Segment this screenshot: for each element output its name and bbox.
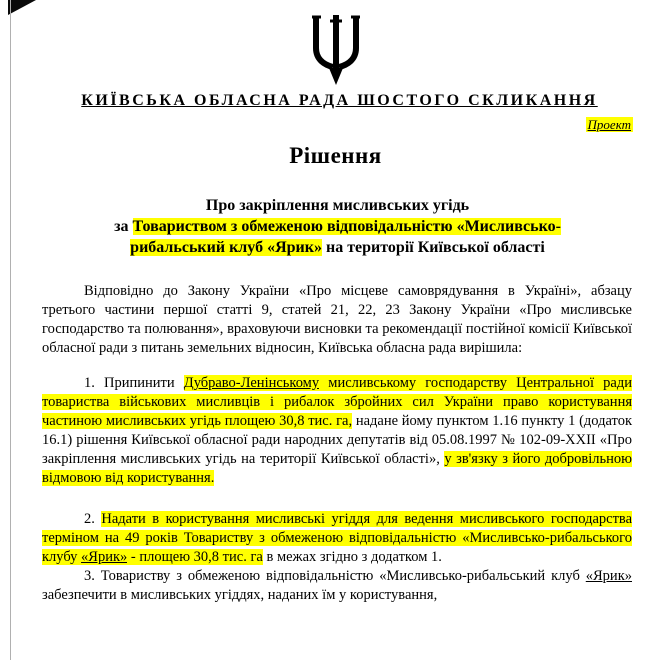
decision-title-line-1 xyxy=(50,195,625,216)
text-segment: 1. Припинити xyxy=(84,375,184,391)
text-segment: надане йому пунктом 1.16 пункту 1 (додаток 16.1) рішення Київської обласної ради народних депутатів від 05.08.1997 № 102-09-XXII «Про закріплення мисливських угідь на території Київської області», xyxy=(42,413,632,467)
highlighted-text: Дубраво-Ленінському xyxy=(183,375,320,391)
page-margin-line xyxy=(10,0,11,660)
highlighted-text: - площею 30,8 тис. га xyxy=(127,549,263,565)
highlighted-text: «Ярик» xyxy=(81,549,128,565)
highlighted-text: Товариством з обмеженою відповідальністю «Мисливсько- xyxy=(132,218,561,235)
document-body xyxy=(0,258,671,605)
project-label: Проект xyxy=(587,117,631,132)
document-type-title: Рішення xyxy=(289,143,382,168)
text-segment: забезпечити в мисливських угіддях, наданих їм у користування, xyxy=(42,587,438,603)
text-segment: Про закріплення мисливських угідь xyxy=(205,197,470,214)
text-segment: «Ярик» xyxy=(585,568,632,584)
project-label-row xyxy=(0,117,671,133)
council-header-title: КИЇВСЬКА ОБЛАСНА РАДА ШОСТОГО СКЛИКАННЯ xyxy=(81,92,598,109)
page-corner-mark xyxy=(8,0,36,15)
text-segment: на території Київської області xyxy=(321,239,545,256)
decision-title-line-2 xyxy=(50,216,625,237)
ukraine-trident-emblem xyxy=(309,12,363,86)
highlighted-text: мисливському господарству Центральної ради товариства військових мисливців і рибалок збройних сил України право користування частиною мисливських угідь площею 30,8 тис. га, xyxy=(42,375,632,429)
highlighted-text: у зв'язку з його добровільною відмовою від користування. xyxy=(42,451,632,486)
text-segment: в межах згідно з додатком 1. xyxy=(262,549,442,565)
paragraph-point-2 xyxy=(42,510,632,567)
highlighted-text: рибальський клуб «Ярик» xyxy=(130,239,322,256)
text-segment: Відповідно до Закону України «Про місцеве самоврядування в Україні», абзацу третього частини першої статті 9, статей 21, 22, 23 Закону України «Про мисливське господарство та полювання», враховуючи висновки та рекомендації постійної комісії Київської обласної ради з питань земельних відносин, Київська обласна рада вирішила: xyxy=(42,283,632,356)
paragraph-point-3 xyxy=(42,567,632,605)
text-segment: за xyxy=(114,218,133,235)
text-segment: 3. Товариству з обмеженою відповідальністю «Мисливсько-рибальський клуб xyxy=(84,568,586,584)
text-segment: 2. xyxy=(84,511,102,527)
paragraph-preamble xyxy=(42,282,632,358)
highlighted-text: Надати в користування мисливські угіддя для ведення мисливського господарства терміном на 49 років Товариству з обмеженою відповідальністю «Мисливсько-рибальського клубу xyxy=(42,511,633,565)
decision-title xyxy=(0,195,671,258)
paragraph-point-1 xyxy=(42,374,632,488)
decision-title-line-3 xyxy=(50,237,625,258)
